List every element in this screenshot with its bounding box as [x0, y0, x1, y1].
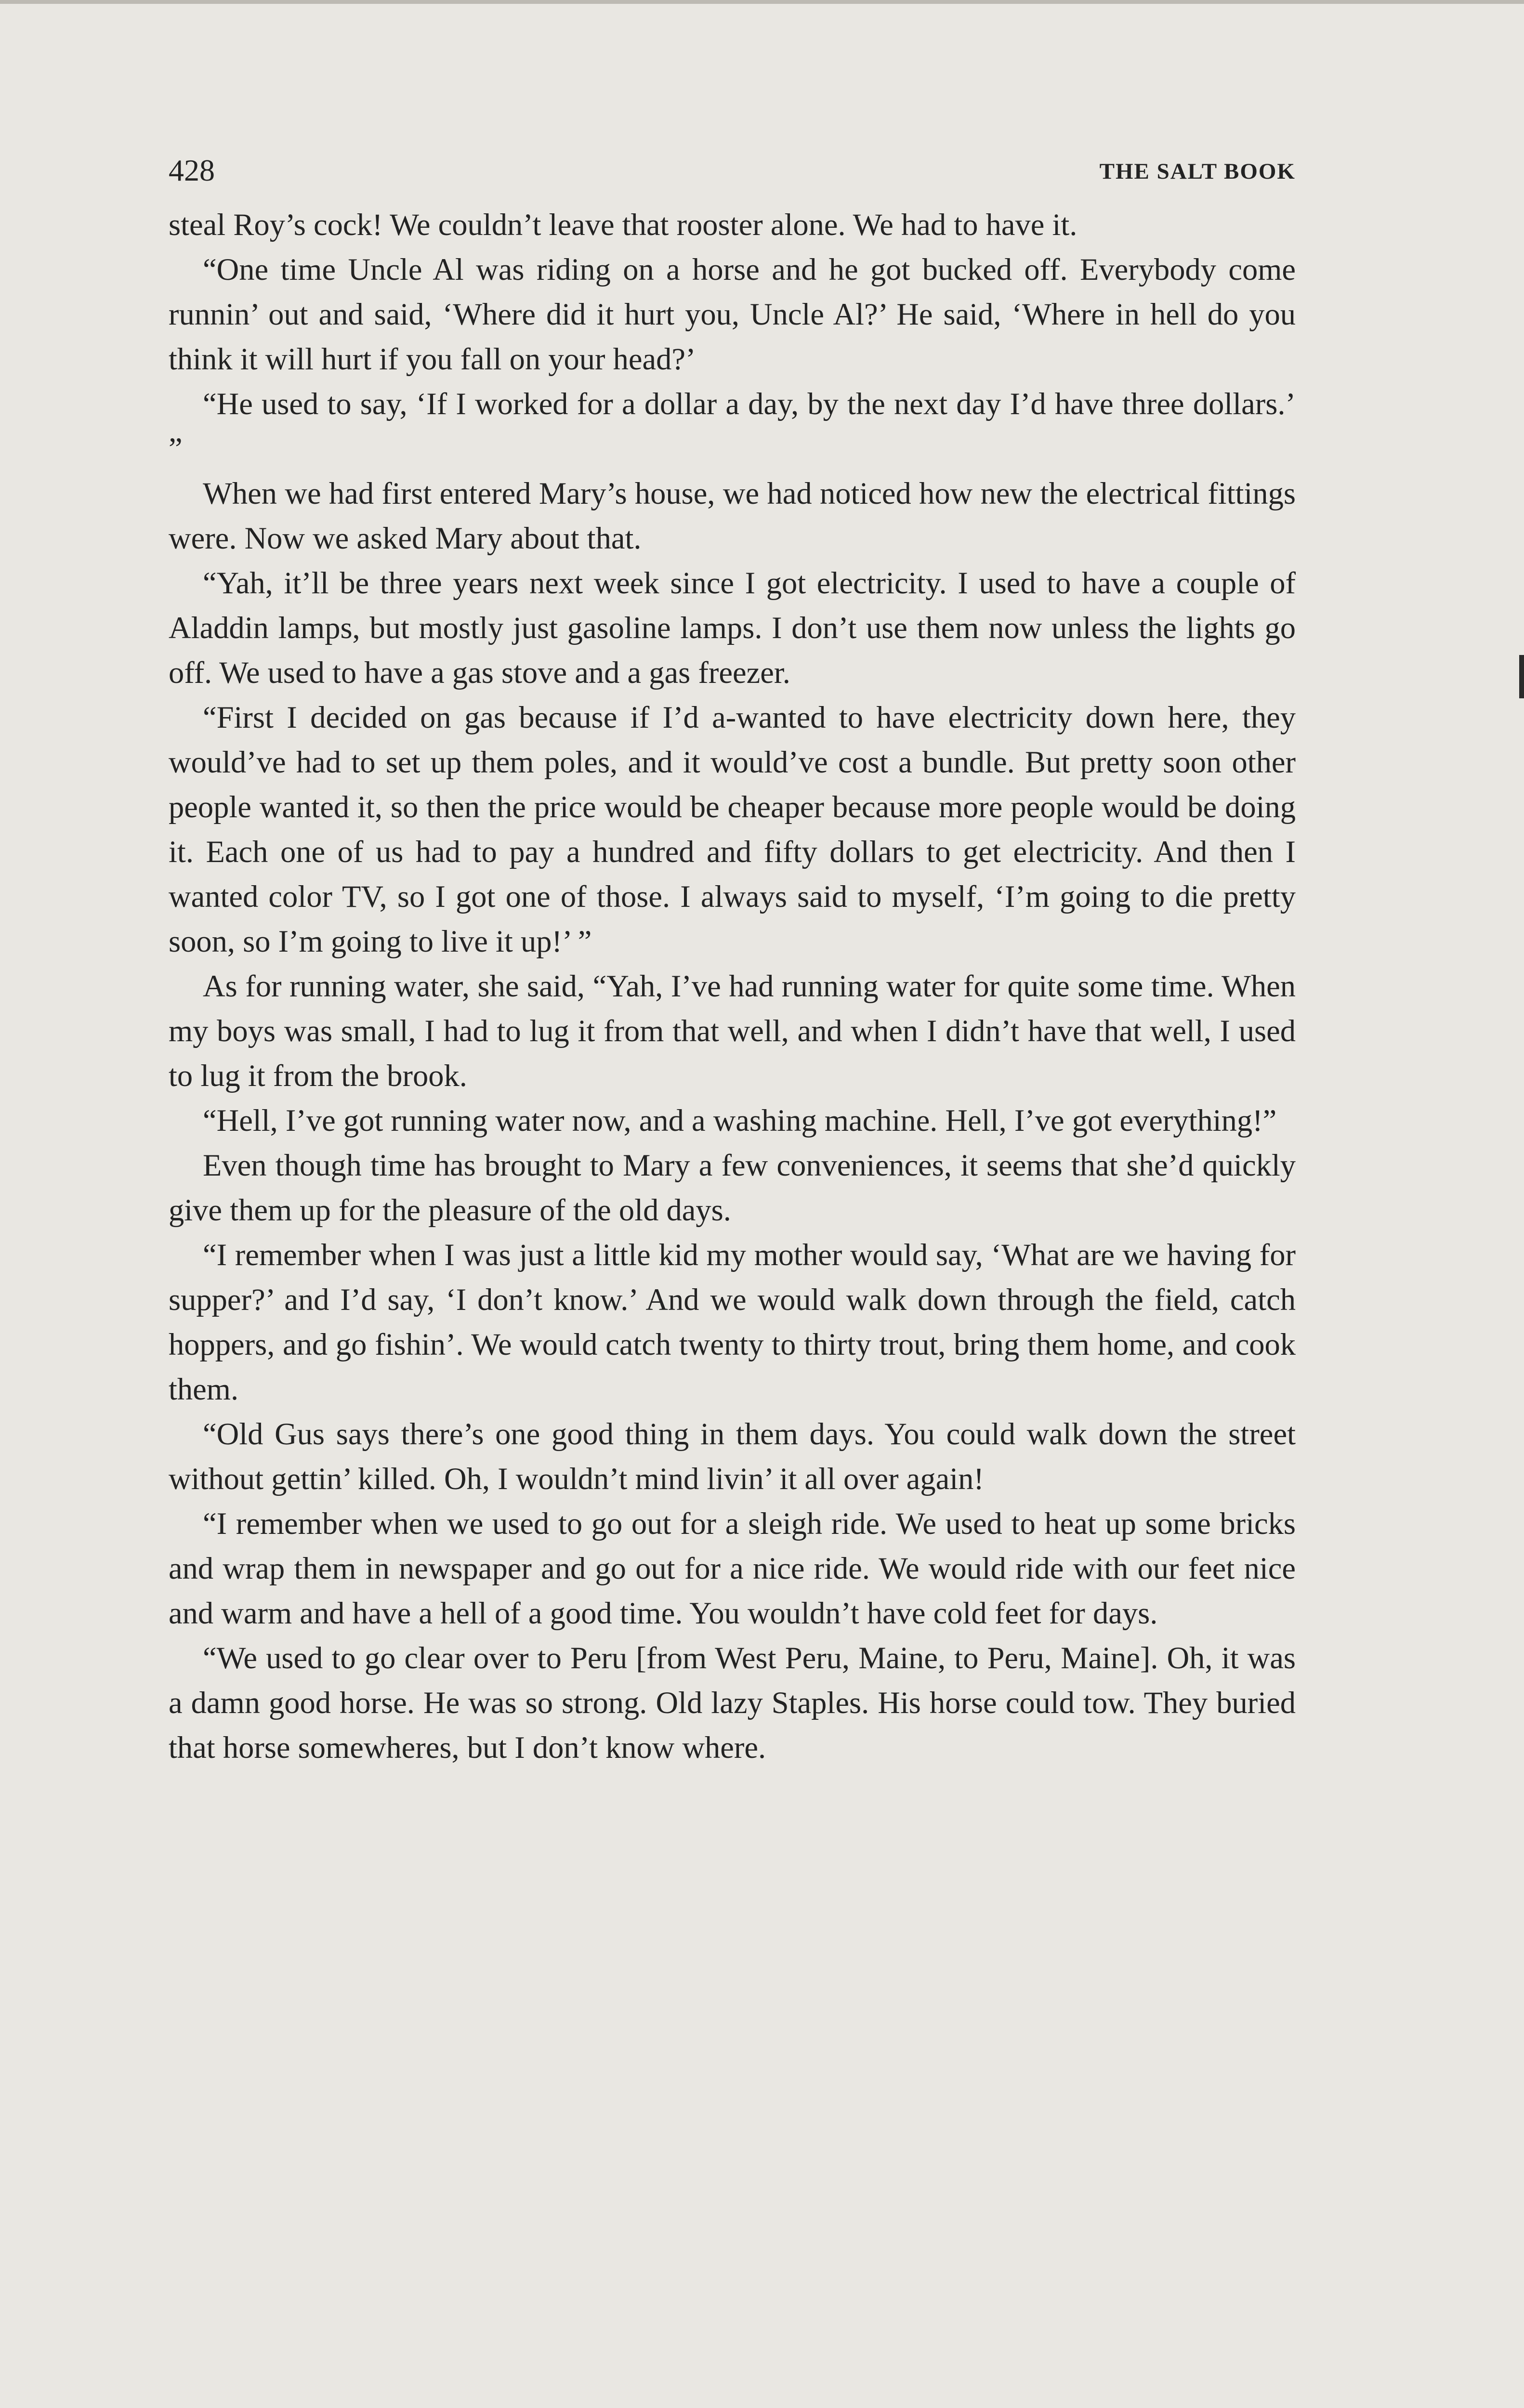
scan-edge-mark	[1519, 655, 1524, 698]
paragraph: As for running water, she said, “Yah, I’ve had running water for quite some time. When my boys was small, I had to lug it from that well, and when I didn’t have that well, I used to lug it from the brook.	[169, 969, 1296, 1093]
paragraph: “He used to say, ‘If I worked for a dollar a day, by the next day I’d have three dollars.’ ”	[169, 387, 1296, 466]
paragraph: “I remember when I was just a little kid my mother would say, ‘What are we having for supper?’ and I’d say, ‘I don’t know.’ And we would walk down through the field, catch hoppers, and go fishin’. We would catch twenty to thirty trout, bring them home, and cook them.	[169, 1238, 1296, 1406]
body-text	[169, 202, 1296, 1770]
paragraph: “Hell, I’ve got running water now, and a washing machine. Hell, I’ve got everything!”	[203, 1103, 1277, 1138]
paragraph: “I remember when we used to go out for a sleigh ride. We used to heat up some bricks and wrap them in newspaper and go out for a nice ride. We would ride with our feet nice and warm and have a hell of a good time. You wouldn’t have cold feet for days.	[169, 1506, 1296, 1630]
paragraph: “Old Gus says there’s one good thing in them days. You could walk down the street without gettin’ killed. Oh, I wouldn’t mind livin’ it all over again!	[169, 1417, 1296, 1496]
running-head	[169, 144, 1296, 202]
paragraph: When we had first entered Mary’s house, we had noticed how new the electrical fittings were. Now we asked Mary about that.	[169, 476, 1296, 555]
book-page	[169, 144, 1296, 1770]
paragraph: “First I decided on gas because if I’d a-wanted to have electricity down here, they would’ve had to set up them poles, and it would’ve cost a bundle. But pretty soon other people wanted it, so then the price would be cheaper because more people would be doing it. Each one of us had to pay a hundred and fifty dollars to get electricity. And then I wanted color TV, so I got one of those. I always said to myself, ‘I’m going to die pretty soon, so I’m going to live it up!’ ”	[169, 700, 1296, 958]
paragraph: “One time Uncle Al was riding on a horse and he got bucked off. Everybody come runnin’ out and said, ‘Where did it hurt you, Uncle Al?’ He said, ‘Where in hell do you think it will hurt if you fall on your head?’	[169, 252, 1296, 376]
page-top-edge	[0, 0, 1524, 4]
paragraph: Even though time has brought to Mary a few conveniences, it seems that she’d quickly give them up for the pleasure of the old days.	[169, 1148, 1296, 1227]
paragraph-continued: steal Roy’s cock! We couldn’t leave that rooster alone. We had to have it.	[169, 208, 1077, 242]
paragraph: “Yah, it’ll be three years next week since I got electricity. I used to have a couple of Aladdin lamps, but mostly just gasoline lamps. I don’t use them now unless the lights go off. We used to have a gas stove and a gas freezer.	[169, 566, 1296, 690]
paragraph: “We used to go clear over to Peru [from West Peru, Maine, to Peru, Maine]. Oh, it was a damn good horse. He was so strong. Old lazy Staples. His horse could tow. They buried that horse somewheres, but I don’t know where.	[169, 1641, 1296, 1765]
book-title: THE SALT BOOK	[1099, 159, 1296, 184]
page-number: 428	[169, 153, 215, 187]
